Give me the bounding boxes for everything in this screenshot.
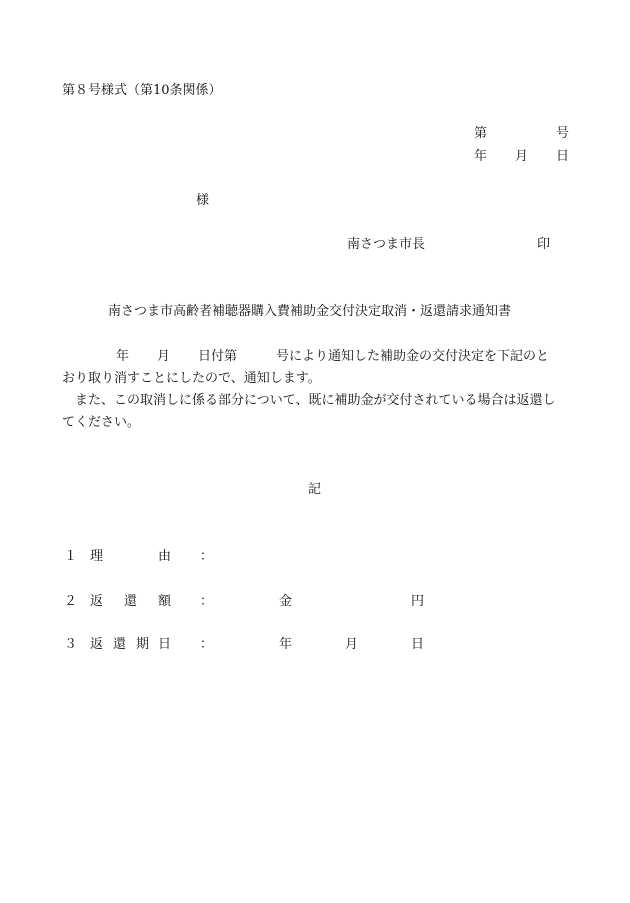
body-line-2: おり取り消すことにしたので、通知します。: [62, 371, 321, 386]
item-number: ２: [64, 594, 78, 609]
addressee-suffix: 様: [196, 193, 210, 208]
item-label-char: 還: [113, 637, 127, 652]
deadline-year: 年: [279, 637, 293, 652]
item-label-char: 由: [158, 549, 172, 564]
body-line-1: [62, 346, 570, 368]
item-colon: ：: [200, 549, 214, 564]
yen-label: 円: [411, 594, 425, 609]
date-year: 年: [474, 149, 488, 164]
item-label-char: 日: [158, 637, 172, 652]
item-label-char: 額: [158, 594, 172, 609]
body-rest: 日付第 号により通知した補助金の交付決定を下記のと: [198, 349, 550, 364]
item-label-char: 還: [124, 594, 138, 609]
deadline-day: 日: [411, 637, 425, 652]
kin-label: 金: [279, 594, 293, 609]
body-paragraph: [62, 346, 570, 434]
item-colon: ：: [200, 594, 214, 609]
seal-mark: 印: [537, 237, 551, 252]
item-label-char: 期: [136, 637, 150, 652]
form-label: 第８号様式（第10条関係）: [62, 83, 222, 98]
item-label-char: 理: [90, 549, 104, 564]
ki-heading: 記: [308, 482, 322, 497]
deadline-month: 月: [345, 637, 359, 652]
body-year: 年: [116, 349, 130, 364]
date-month: 月: [515, 149, 529, 164]
doc-no-go: 号: [556, 126, 570, 141]
item-row-3: [0, 637, 630, 653]
item-row-1: [0, 549, 630, 565]
item-colon: ：: [200, 637, 214, 652]
doc-no-dai: 第: [474, 126, 488, 141]
body-month: 月: [157, 349, 171, 364]
item-number: １: [64, 549, 78, 564]
body-line-3: また、この取消しに係る部分について、既に補助金が交付されている場合は返還し: [62, 393, 556, 408]
sender-name: 南さつま市長: [347, 237, 426, 252]
date-day: 日: [556, 149, 570, 164]
item-label-char: 返: [90, 637, 104, 652]
item-number: ３: [64, 637, 78, 652]
body-line-4: てください。: [62, 415, 141, 430]
item-label-char: 返: [90, 594, 104, 609]
document-title: 南さつま市高齢者補聴器購入費補助金交付決定取消・返還請求通知書: [108, 304, 512, 319]
item-row-2: [0, 594, 630, 610]
